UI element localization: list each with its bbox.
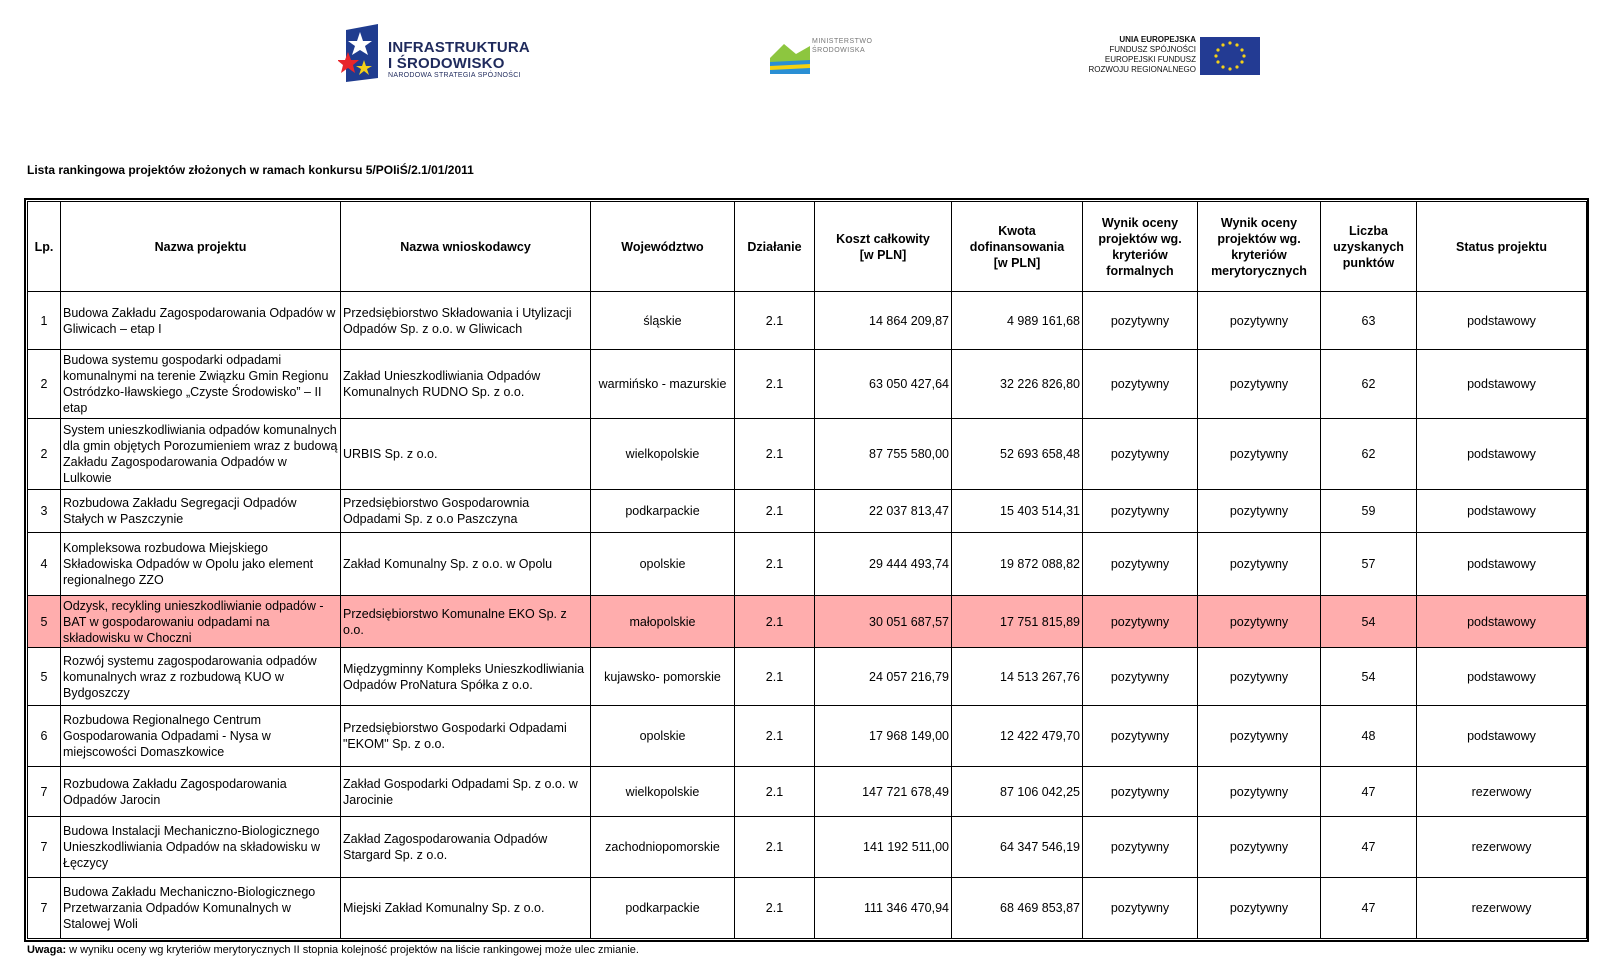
cell-status: podstawowy [1417, 533, 1587, 596]
cell-merytoryczne: pozytywny [1198, 648, 1321, 706]
cell-nazwa: Rozwój systemu zagospodarowania odpadów komunalnych wraz z rozbudową KUO w Bydgoszczy [61, 648, 341, 706]
logo-ue-line4: ROZWOJU REGIONALNEGO [1088, 65, 1196, 74]
cell-kwota: 64 347 546,19 [952, 817, 1083, 878]
cell-dzialanie: 2.1 [735, 419, 815, 490]
cell-nazwa: Odzysk, recykling unieszkodliwianie odpadów - BAT w gospodarowaniu odpadami na składowisku w Choczni [61, 596, 341, 648]
cell-formalne: pozytywny [1083, 292, 1198, 350]
cell-kwota: 12 422 479,70 [952, 706, 1083, 767]
logo-ue-line1: UNIA EUROPEJSKA [1119, 35, 1196, 44]
cell-wojewodztwo: opolskie [591, 706, 735, 767]
cell-status: podstawowy [1417, 350, 1587, 419]
cell-lp: 7 [28, 767, 61, 817]
cell-merytoryczne: pozytywny [1198, 767, 1321, 817]
cell-nazwa: Budowa Instalacji Mechaniczno-Biologicznego Unieszkodliwiania Odpadów na składowisku w Łęczycy [61, 817, 341, 878]
table-row [28, 648, 1587, 706]
table-row [28, 817, 1587, 878]
cell-wnioskodawca: URBIS Sp. z o.o. [341, 419, 591, 490]
cell-dzialanie: 2.1 [735, 767, 815, 817]
cell-merytoryczne: pozytywny [1198, 533, 1321, 596]
cell-wojewodztwo: podkarpackie [591, 878, 735, 939]
table-header-row [28, 202, 1587, 292]
cell-status: podstawowy [1417, 706, 1587, 767]
document-title: Lista rankingowa projektów złożonych w ramach konkursu 5/POIiŚ/2.1/01/2011 [27, 163, 474, 177]
cell-wojewodztwo: podkarpackie [591, 490, 735, 533]
cell-punkty: 54 [1321, 596, 1417, 648]
cell-formalne: pozytywny [1083, 767, 1198, 817]
cell-koszt: 141 192 511,00 [815, 817, 952, 878]
cell-nazwa: System unieszkodliwiania odpadów komunalnych dla gmin objętych Porozumieniem wraz z budową Zakładu Zagospodarowania Odpadów w Lulkowie [61, 419, 341, 490]
cell-koszt: 147 721 678,49 [815, 767, 952, 817]
cell-formalne: pozytywny [1083, 596, 1198, 648]
table-row-highlighted [28, 596, 1587, 648]
cell-merytoryczne: pozytywny [1198, 596, 1321, 648]
header-merytoryczne: Wynik oceny projektów wg. kryteriów merytorycznych [1198, 202, 1321, 292]
cell-dzialanie: 2.1 [735, 533, 815, 596]
cell-merytoryczne: pozytywny [1198, 706, 1321, 767]
cell-koszt: 22 037 813,47 [815, 490, 952, 533]
cell-wnioskodawca: Przedsiębiorstwo Gospodarki Odpadami "EKOM" Sp. z o.o. [341, 706, 591, 767]
header-nazwa-projektu: Nazwa projektu [61, 202, 341, 292]
cell-kwota: 87 106 042,25 [952, 767, 1083, 817]
cell-lp: 2 [28, 419, 61, 490]
table-row [28, 706, 1587, 767]
cell-dzialanie: 2.1 [735, 648, 815, 706]
ministerstwo-logo [770, 36, 890, 78]
cell-dzialanie: 2.1 [735, 706, 815, 767]
cell-lp: 3 [28, 490, 61, 533]
star-flag-icon [338, 24, 382, 84]
header-wnioskodawca: Nazwa wnioskodawcy [341, 202, 591, 292]
table-row [28, 767, 1587, 817]
cell-wnioskodawca: Przedsiębiorstwo Składowania i Utylizacji Odpadów Sp. z o.o. w Gliwicach [341, 292, 591, 350]
cell-lp: 5 [28, 648, 61, 706]
cell-status: podstawowy [1417, 419, 1587, 490]
cell-wnioskodawca: Zakład Komunalny Sp. z o.o. w Opolu [341, 533, 591, 596]
cell-kwota: 52 693 658,48 [952, 419, 1083, 490]
cell-nazwa: Kompleksowa rozbudowa Miejskiego Składowiska Odpadów w Opolu jako element regionalnego ZZO [61, 533, 341, 596]
cell-formalne: pozytywny [1083, 878, 1198, 939]
table-row [28, 419, 1587, 490]
table-row [28, 533, 1587, 596]
cell-status: rezerwowy [1417, 878, 1587, 939]
cell-wnioskodawca: Zakład Zagospodarowania Odpadów Stargard Sp. z o.o. [341, 817, 591, 878]
cell-wojewodztwo: kujawsko- pomorskie [591, 648, 735, 706]
cell-dzialanie: 2.1 [735, 817, 815, 878]
cell-wojewodztwo: wielkopolskie [591, 767, 735, 817]
logo-bar [0, 0, 1600, 110]
cell-wnioskodawca: Zakład Unieszkodliwiania Odpadów Komunalnych RUDNO Sp. z o.o. [341, 350, 591, 419]
cell-nazwa: Rozbudowa Zakładu Zagospodarowania Odpadów Jarocin [61, 767, 341, 817]
logo-infrastruktura-line3: NARODOWA STRATEGIA SPÓJNOŚCI [388, 72, 521, 79]
cell-formalne: pozytywny [1083, 490, 1198, 533]
cell-punkty: 47 [1321, 767, 1417, 817]
cell-merytoryczne: pozytywny [1198, 350, 1321, 419]
cell-formalne: pozytywny [1083, 419, 1198, 490]
cell-nazwa: Rozbudowa Regionalnego Centrum Gospodarowania Odpadami - Nysa w miejscowości Domaszkowice [61, 706, 341, 767]
unia-europejska-logo [1076, 35, 1266, 77]
cell-koszt: 29 444 493,74 [815, 533, 952, 596]
cell-lp: 2 [28, 350, 61, 419]
cell-lp: 7 [28, 817, 61, 878]
cell-punkty: 59 [1321, 490, 1417, 533]
cell-punkty: 62 [1321, 419, 1417, 490]
table-row [28, 878, 1587, 939]
cell-punkty: 54 [1321, 648, 1417, 706]
eu-flag-icon [1200, 37, 1260, 75]
cell-wnioskodawca: Miejski Zakład Komunalny Sp. z o.o. [341, 878, 591, 939]
cell-kwota: 68 469 853,87 [952, 878, 1083, 939]
cell-formalne: pozytywny [1083, 706, 1198, 767]
cell-punkty: 48 [1321, 706, 1417, 767]
cell-wojewodztwo: zachodniopomorskie [591, 817, 735, 878]
cell-status: rezerwowy [1417, 817, 1587, 878]
cell-dzialanie: 2.1 [735, 292, 815, 350]
cell-dzialanie: 2.1 [735, 490, 815, 533]
header-koszt: Koszt całkowity [w PLN] [815, 202, 952, 292]
cell-formalne: pozytywny [1083, 533, 1198, 596]
cell-formalne: pozytywny [1083, 817, 1198, 878]
cell-koszt: 63 050 427,64 [815, 350, 952, 419]
cell-lp: 5 [28, 596, 61, 648]
cell-nazwa: Budowa Zakładu Zagospodarowania Odpadów w Gliwicach – etap I [61, 292, 341, 350]
cell-wojewodztwo: opolskie [591, 533, 735, 596]
cell-wojewodztwo: warmińsko - mazurskie [591, 350, 735, 419]
cell-koszt: 24 057 216,79 [815, 648, 952, 706]
cell-wnioskodawca: Przedsiębiorstwo Gospodarownia Odpadami Sp. z o.o Paszczyna [341, 490, 591, 533]
cell-nazwa: Budowa Zakładu Mechaniczno-Biologicznego Przetwarzania Odpadów Komunalnych w Stalowej Woli [61, 878, 341, 939]
cell-merytoryczne: pozytywny [1198, 878, 1321, 939]
header-punkty: Liczba uzyskanych punktów [1321, 202, 1417, 292]
cell-punkty: 57 [1321, 533, 1417, 596]
ranking-table [27, 201, 1587, 939]
cell-kwota: 32 226 826,80 [952, 350, 1083, 419]
logo-ue-line2: FUNDUSZ SPÓJNOŚCI [1109, 45, 1196, 54]
header-formalne: Wynik oceny projektów wg. kryteriów formalnych [1083, 202, 1198, 292]
cell-koszt: 17 968 149,00 [815, 706, 952, 767]
cell-lp: 6 [28, 706, 61, 767]
cell-punkty: 47 [1321, 817, 1417, 878]
cell-lp: 7 [28, 878, 61, 939]
table-row [28, 350, 1587, 419]
cell-lp: 1 [28, 292, 61, 350]
cell-nazwa: Rozbudowa Zakładu Segregacji Odpadów Stałych w Paszczynie [61, 490, 341, 533]
cell-wnioskodawca: Przedsiębiorstwo Komunalne EKO Sp. z o.o. [341, 596, 591, 648]
footnote [27, 944, 639, 956]
logo-ministerstwo-line2: ŚRODOWISKA [812, 47, 866, 54]
cell-kwota: 19 872 088,82 [952, 533, 1083, 596]
cell-status: podstawowy [1417, 292, 1587, 350]
cell-formalne: pozytywny [1083, 350, 1198, 419]
cell-dzialanie: 2.1 [735, 596, 815, 648]
cell-punkty: 63 [1321, 292, 1417, 350]
table-row [28, 292, 1587, 350]
cell-merytoryczne: pozytywny [1198, 419, 1321, 490]
cell-koszt: 87 755 580,00 [815, 419, 952, 490]
cell-merytoryczne: pozytywny [1198, 490, 1321, 533]
header-lp: Lp. [28, 202, 61, 292]
cell-kwota: 4 989 161,68 [952, 292, 1083, 350]
logo-ue-line3: EUROPEJSKI FUNDUSZ [1104, 55, 1196, 64]
logo-infrastruktura-line1: INFRASTRUKTURA [388, 39, 530, 56]
footnote-text: w wyniku oceny wg kryteriów merytorycznych II stopnia kolejność projektów na liście rankingowej może ulec zmianie. [66, 944, 639, 956]
cell-wnioskodawca: Międzygminny Kompleks Unieszkodliwiania Odpadów ProNatura Spółka z o.o. [341, 648, 591, 706]
cell-formalne: pozytywny [1083, 648, 1198, 706]
cell-status: podstawowy [1417, 490, 1587, 533]
cell-lp: 4 [28, 533, 61, 596]
infrastruktura-logo [338, 24, 538, 86]
cell-status: podstawowy [1417, 596, 1587, 648]
cell-wojewodztwo: wielkopolskie [591, 419, 735, 490]
cell-punkty: 62 [1321, 350, 1417, 419]
cell-status: podstawowy [1417, 648, 1587, 706]
mountain-landscape-icon [770, 36, 810, 74]
cell-merytoryczne: pozytywny [1198, 817, 1321, 878]
logo-ministerstwo-line1: MINISTERSTWO [812, 38, 873, 45]
cell-merytoryczne: pozytywny [1198, 292, 1321, 350]
cell-koszt: 14 864 209,87 [815, 292, 952, 350]
cell-status: rezerwowy [1417, 767, 1587, 817]
logo-infrastruktura-line2: I ŚRODOWISKO [388, 55, 505, 72]
cell-kwota: 17 751 815,89 [952, 596, 1083, 648]
cell-dzialanie: 2.1 [735, 878, 815, 939]
cell-koszt: 30 051 687,57 [815, 596, 952, 648]
footnote-label: Uwaga: [27, 944, 67, 956]
cell-wojewodztwo: małopolskie [591, 596, 735, 648]
cell-wojewodztwo: śląskie [591, 292, 735, 350]
cell-koszt: 111 346 470,94 [815, 878, 952, 939]
cell-punkty: 47 [1321, 878, 1417, 939]
cell-dzialanie: 2.1 [735, 350, 815, 419]
header-kwota: Kwota dofinansowania [w PLN] [952, 202, 1083, 292]
ranking-table-frame [24, 198, 1589, 942]
header-status: Status projektu [1417, 202, 1587, 292]
cell-wnioskodawca: Zakład Gospodarki Odpadami Sp. z o.o. w Jarocinie [341, 767, 591, 817]
cell-kwota: 14 513 267,76 [952, 648, 1083, 706]
table-row [28, 490, 1587, 533]
cell-kwota: 15 403 514,31 [952, 490, 1083, 533]
header-dzialanie: Działanie [735, 202, 815, 292]
cell-nazwa: Budowa systemu gospodarki odpadami komunalnymi na terenie Związku Gmin Regionu Ostródzko-Iławskiego „Czyste Środowisko” – II etap [61, 350, 341, 419]
header-wojewodztwo: Województwo [591, 202, 735, 292]
